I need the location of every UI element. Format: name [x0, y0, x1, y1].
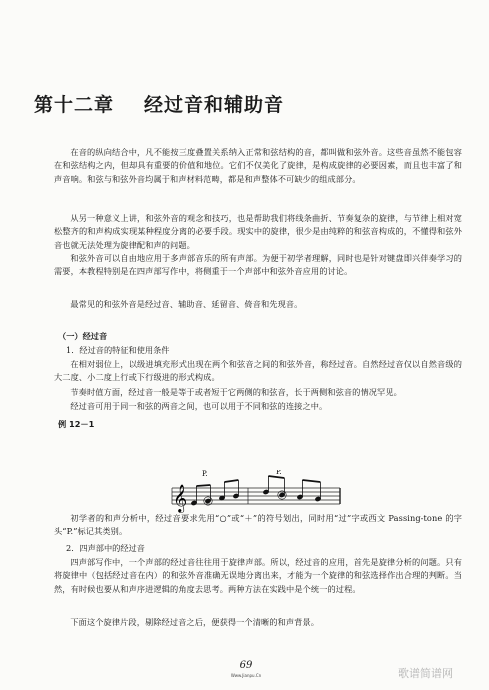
- chapter-title: [34, 90, 284, 117]
- four-voice-paragraph-1: 四声部写作中，一个声部的经过音往往用于旋律声部。所以，经过音的应用，首先是旋律分析的问题。只有将旋律中（包括经过音在内）的和弦外音准确无误地分离出来，才能为一个旋律的和弦选择作出合理的判断。当然，有时候也要从和声序进逻辑的角度去思考。两种方法在实践中是个统一的过程。: [54, 557, 462, 594]
- passing-tone-mark-1: P.: [202, 470, 208, 478]
- page-number: 69: [239, 660, 253, 671]
- intro-paragraph-4: 最常见的和弦外音是经过音、辅助音、延留音、倚音和先现音。: [70, 299, 303, 309]
- intro-paragraph-1: 在音的纵向结合中，凡不能按三度叠置关系纳入正常和弦结构的音，都叫做和弦外音。这些音虽然不能包容在和弦结构之内，但却具有重要的价值和地位。它们不仅美化了旋律，是构成旋律的必要因素，而且也丰富了和声音响。和弦与和弦外音均属于和声材料范畴，都是和声整体不可缺少的组成部分。: [54, 147, 462, 184]
- staff-lines: [172, 488, 340, 504]
- watermark-text: 歌谱简谱网: [398, 667, 453, 680]
- chapter-name: 经过音和辅助音: [144, 94, 285, 116]
- treble-clef-icon: 𝄞: [173, 484, 188, 512]
- section-paragraph-1: 在相对弱位上，以级进填充形式出现在两个和弦音之间的和弦外音，称经过音。自然经过音仅以自然音级的大二度、小二度上行或下行级进的形式构成。: [54, 359, 462, 383]
- section-heading: （一）经过音: [58, 331, 108, 341]
- example-label: 例 12－1: [58, 419, 95, 429]
- intro-paragraph-2: 从另一种意义上讲，和弦外音的观念和技巧，也是帮助我们将线条曲折、节奏复杂的旋律，与节律上相对宽松整齐的和声构成实现某种程度分离的必要手段。现实中的旋律，很少是由纯粹的和弦音构成的，不懂得和弦外音也就无法处理为旋律配和声的问题。: [54, 213, 462, 250]
- after-example-paragraph: 初学者的和声分析中，经过音要求先用“○”或“＋”的符号划出，同时用“过”字或西文 Passing-tone 的字头“P.”标记其类别。: [54, 513, 462, 537]
- passing-tone-mark-2: P.: [276, 470, 282, 476]
- subheading-2: 2．四声部中的经过音: [66, 543, 145, 553]
- section-paragraph-2: 节奏时值方面，经过音一般是等于或者短于它两侧的和弦音，长于两侧和弦音的情况罕见。: [70, 387, 402, 397]
- four-voice-paragraph-2: 下面这个旋律片段，剔除经过音之后，便获得一个清晰的和声背景。: [70, 617, 320, 627]
- subheading-1: 1．经过音的特征和使用条件: [66, 345, 170, 355]
- notes: [191, 476, 321, 506]
- passing-tone-circles: [204, 491, 286, 505]
- chapter-number: 第十二章: [34, 94, 115, 116]
- intro-paragraph-3: 和弦外音可以自由地应用于多声部音乐的所有声部。为便于初学者理解，同时也是针对键盘即兴伴奏学习的需要，本教程特别是在四声部写作中，将侧重于一个声部中和弦外音应用的讨论。: [54, 253, 462, 277]
- footer-site-text: Www.Jianpu.Cn: [230, 673, 262, 678]
- section-paragraph-3: 经过音可用于同一和弦的两音之间，也可以用于不同和弦的连接之中。: [70, 401, 328, 411]
